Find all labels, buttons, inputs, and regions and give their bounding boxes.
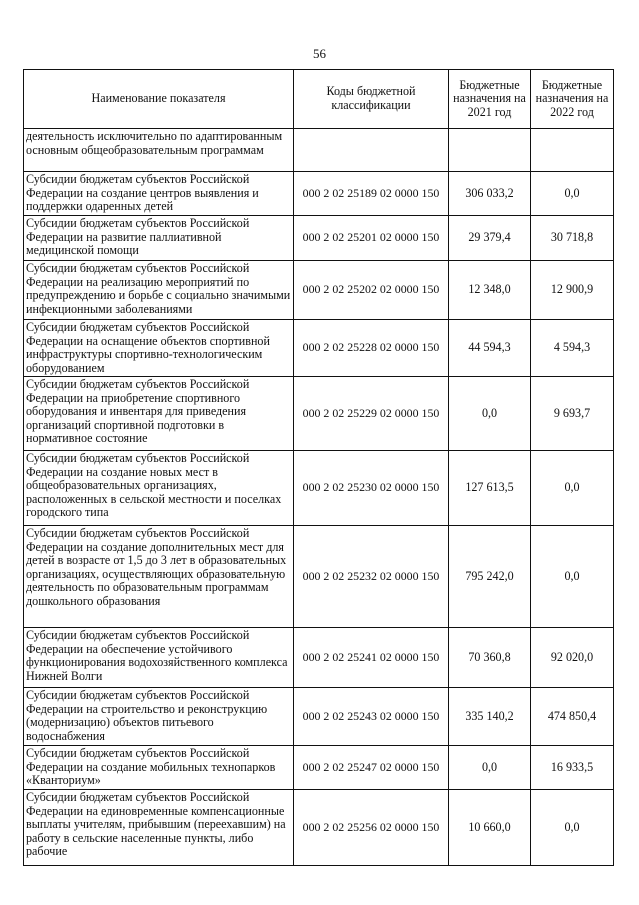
row-value-2021: 0,0	[449, 746, 531, 790]
row-value-2021: 335 140,2	[449, 688, 531, 746]
row-name: Субсидии бюджетам субъектов Российской Федерации на создание центров выявления и поддержки одаренных детей	[24, 172, 294, 216]
table-row	[24, 129, 614, 172]
row-value-2022: 474 850,4	[531, 688, 614, 746]
row-value-2022	[531, 129, 614, 172]
header-code: Коды бюджетной классификации	[294, 70, 449, 129]
row-value-2021: 10 660,0	[449, 790, 531, 866]
row-code: 000 2 02 25241 02 0000 150	[294, 628, 449, 688]
page-number: 56	[313, 46, 326, 61]
table-row	[24, 261, 614, 320]
row-code: 000 2 02 25243 02 0000 150	[294, 688, 449, 746]
row-value-2022: 92 020,0	[531, 628, 614, 688]
row-code: 000 2 02 25202 02 0000 150	[294, 261, 449, 320]
header-name: Наименование показателя	[24, 70, 294, 129]
row-value-2021	[449, 129, 531, 172]
row-code: 000 2 02 25228 02 0000 150	[294, 320, 449, 377]
table-row	[24, 451, 614, 526]
row-code: 000 2 02 25247 02 0000 150	[294, 746, 449, 790]
table-row	[24, 790, 614, 866]
table-row	[24, 526, 614, 628]
row-value-2022: 0,0	[531, 790, 614, 866]
table-row	[24, 688, 614, 746]
table-row	[24, 377, 614, 451]
row-value-2021: 306 033,2	[449, 172, 531, 216]
table-row	[24, 172, 614, 216]
row-name: Субсидии бюджетам субъектов Российской Федерации на приобретение спортивного оборудования и инвентаря для приведения организаций спортивной подготовки в нормативное состояние	[24, 377, 294, 451]
row-name: Субсидии бюджетам субъектов Российской Федерации на создание мобильных технопарков «Кванториум»	[24, 746, 294, 790]
row-value-2022: 12 900,9	[531, 261, 614, 320]
row-name: Субсидии бюджетам субъектов Российской Федерации на оснащение объектов спортивной инфраструктуры спортивно-технологическим оборудованием	[24, 320, 294, 377]
row-value-2021: 29 379,4	[449, 216, 531, 261]
row-value-2022: 4 594,3	[531, 320, 614, 377]
row-name: Субсидии бюджетам субъектов Российской Федерации на единовременные компенсационные выплаты учителям, прибывшим (переехавшим) на работу в сельские населенные пункты, либо рабочие	[24, 790, 294, 866]
table-row	[24, 320, 614, 377]
row-name: Субсидии бюджетам субъектов Российской Федерации на обеспечение устойчивого функционирования водохозяйственного комплекса Нижней Волги	[24, 628, 294, 688]
row-value-2022: 16 933,5	[531, 746, 614, 790]
row-name: Субсидии бюджетам субъектов Российской Федерации на реализацию мероприятий по предупреждению и борьбе с социально значимыми инфекционными заболеваниями	[24, 261, 294, 320]
row-code: 000 2 02 25230 02 0000 150	[294, 451, 449, 526]
row-value-2021: 12 348,0	[449, 261, 531, 320]
row-name: Субсидии бюджетам субъектов Российской Федерации на строительство и реконструкцию (модернизацию) объектов питьевого водоснабжения	[24, 688, 294, 746]
row-code: 000 2 02 25201 02 0000 150	[294, 216, 449, 261]
row-value-2022: 30 718,8	[531, 216, 614, 261]
row-code: 000 2 02 25229 02 0000 150	[294, 377, 449, 451]
table-row	[24, 746, 614, 790]
header-2022: Бюджетные назначения на 2022 год	[531, 70, 614, 129]
table-header-row	[24, 70, 614, 129]
row-value-2022: 9 693,7	[531, 377, 614, 451]
row-name: Субсидии бюджетам субъектов Российской Федерации на создание дополнительных мест для детей в возрасте от 1,5 до 3 лет в образовательных организациях, осуществляющих образовательную деятельность по образовательным программам дошкольного образования	[24, 526, 294, 628]
header-2021: Бюджетные назначения на 2021 год	[449, 70, 531, 129]
row-value-2021: 44 594,3	[449, 320, 531, 377]
row-value-2022: 0,0	[531, 526, 614, 628]
table-row	[24, 628, 614, 688]
row-code: 000 2 02 25232 02 0000 150	[294, 526, 449, 628]
row-name: Субсидии бюджетам субъектов Российской Федерации на создание новых мест в общеобразовательных организациях, расположенных в сельской местности и поселках городского типа	[24, 451, 294, 526]
budget-table	[23, 69, 614, 866]
row-code: 000 2 02 25256 02 0000 150	[294, 790, 449, 866]
row-value-2022: 0,0	[531, 451, 614, 526]
row-value-2021: 795 242,0	[449, 526, 531, 628]
row-code	[294, 129, 449, 172]
row-name: деятельность исключительно по адаптированным основным общеобразовательным программам	[24, 129, 294, 172]
row-code: 000 2 02 25189 02 0000 150	[294, 172, 449, 216]
row-value-2021: 70 360,8	[449, 628, 531, 688]
row-name: Субсидии бюджетам субъектов Российской Федерации на развитие паллиативной медицинской помощи	[24, 216, 294, 261]
row-value-2021: 0,0	[449, 377, 531, 451]
row-value-2022: 0,0	[531, 172, 614, 216]
row-value-2021: 127 613,5	[449, 451, 531, 526]
table-row	[24, 216, 614, 261]
